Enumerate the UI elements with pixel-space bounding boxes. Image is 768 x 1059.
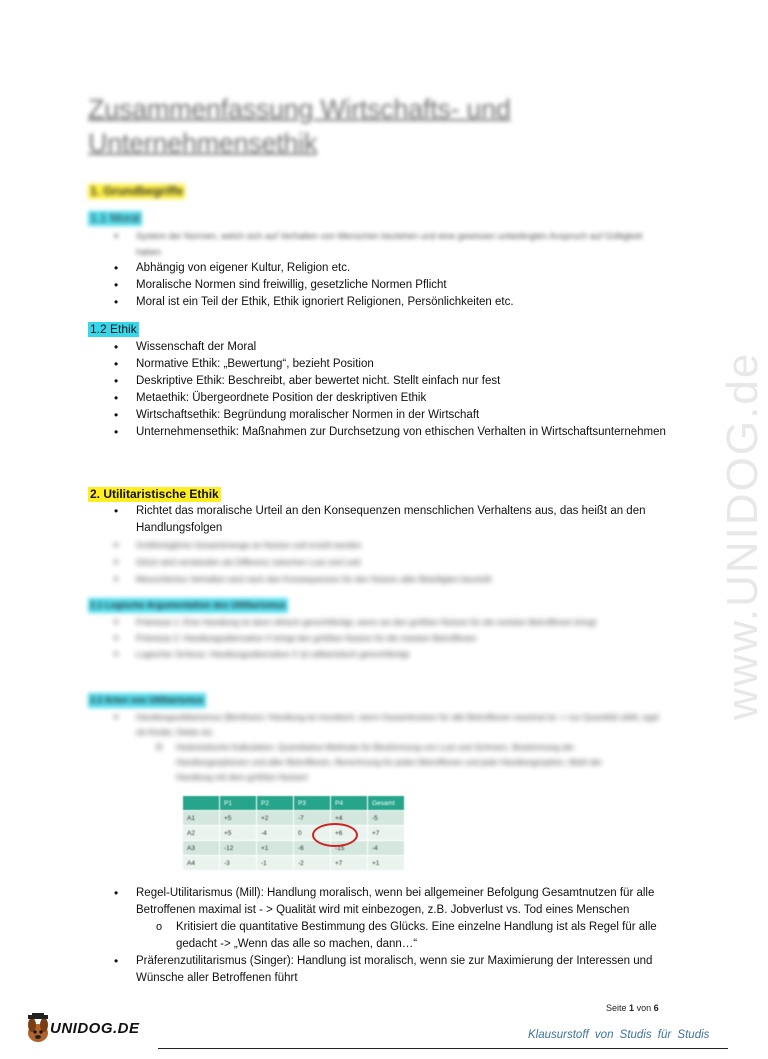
table-cell: -4 — [257, 826, 294, 841]
subsection-heading-moral: 1.1 Moral — [90, 211, 141, 225]
argumentation-list — [108, 614, 668, 662]
list-item: • Moralische Normen sind freiwillig, gesetzliche Normen Pflicht — [108, 277, 668, 294]
arten-list — [108, 710, 668, 785]
utilitarismus-list — [108, 503, 668, 588]
table-cell: -3 — [220, 856, 257, 871]
list-item: • Deskriptive Ethik: Beschreibt, aber bewertet nicht. Stellt einfach nur fest — [108, 373, 668, 390]
list-item — [108, 710, 668, 785]
table-cell: +1 — [368, 856, 405, 871]
list-item: o Kritisiert die quantitative Bestimmung des Glücks. Eine einzelne Handlung ist als Regel für alle gedacht -> „Wenn das alle so machen, dann…“ — [152, 919, 672, 953]
document-title: Zusammenfassung Wirtschafts- und Unternehmensethik — [88, 94, 511, 158]
list-item: • Abhängig von eigener Kultur, Religion etc. — [108, 260, 668, 277]
table-header-row — [183, 796, 405, 811]
table-header-cell: P3 — [294, 796, 331, 811]
handlungsutilitarismus-text: Handlungsutilitarismus (Bentham): Handlung ist moralisch, wenn Gesamtnutzen für alle Betroffenen maximal ist -> nur Quantität zählt, egal ob Kinder, Diebe etc. — [136, 712, 659, 737]
list-item: • Menschliches Verhalten wird nach den Konsequenzen für den Nutzen aller Beteiligten beurteilt — [108, 571, 668, 588]
table-cell: A3 — [183, 841, 220, 856]
table-cell: -12 — [220, 841, 257, 856]
dog-icon — [28, 1013, 48, 1042]
subsection-heading-argumentation: 2.1 Logische Argumentation des Utilitarismus — [88, 598, 288, 613]
table-row — [183, 811, 405, 826]
subsection-heading-arten: 2.2 Arten von Utilitarismus — [88, 693, 206, 708]
page-prefix: Seite — [606, 1003, 627, 1013]
table-row — [183, 856, 405, 871]
list-item: • Moral ist ein Teil der Ethik, Ethik ignoriert Religionen, Persönlichkeiten etc. — [108, 294, 668, 311]
list-item: • System der Normen, welch sich auf Verhalten von Menschen beziehen und eine gewissen unbedingten Anspruch auf Gültigkeit haben — [108, 228, 668, 260]
list-item — [108, 885, 668, 953]
table-cell: A2 — [183, 826, 220, 841]
list-item: • Prämisse 1: Eine Handlung ist dann ethisch gerechtfertigt, wenn sie den größten Nutzen für die meisten Betroffenen bringt — [108, 614, 668, 630]
list-item: • Größtmögliche Gesamtmenge an Nutzen soll erzielt werden — [108, 537, 668, 554]
list-item: • Prämisse 2: Handlungsalternative X bringt den größten Nutzen für die meisten Betroffenen — [108, 630, 668, 646]
footer-slogan: Klausurstoff von Studis für Studis — [528, 1029, 710, 1041]
table-cell: +2 — [257, 811, 294, 826]
table-cell: -4 — [368, 841, 405, 856]
list-item: • Wissenschaft der Moral — [108, 339, 668, 356]
table-cell: A4 — [183, 856, 220, 871]
watermark-text: www.UNIDOG.de — [718, 351, 767, 720]
list-item: • Richtet das moralische Urteil an den Konsequenzen menschlichen Verhaltens aus, das heißt an den Handlungsfolgen — [108, 503, 668, 537]
moral-list — [108, 228, 668, 311]
table-cell: -2 — [294, 856, 331, 871]
page-number — [606, 1003, 659, 1013]
table-cell: -5 — [368, 811, 405, 826]
watermark — [686, 280, 767, 720]
regel-list — [108, 885, 668, 987]
page-of: von — [636, 1003, 652, 1013]
list-item: • Metaethik: Übergeordnete Position der deskriptiven Ethik — [108, 390, 668, 407]
hedonistic-calculation-table — [182, 795, 405, 871]
table-cell: A1 — [183, 811, 220, 826]
list-item: • Unternehmensethik: Maßnahmen zur Durchsetzung von ethischen Verhalten in Wirtschaftsunternehmen — [108, 424, 668, 441]
table-cell: +6 — [331, 826, 368, 841]
section-heading-utilitaristische-ethik: 2. Utilitaristische Ethik — [90, 487, 219, 501]
table-cell: -1 — [257, 856, 294, 871]
list-item: o Hedonistische Kalkulation: Quantitative Methode für Bestimmung von Lust und Schmerz. Bestimmung der Handlungsoptionen und aller Betroffenen, Berechnung für jeden Betroffenen und jede Handlungsoption, Wahl der Handlung mit dem größten Nutzen! — [152, 740, 622, 785]
ethik-list — [108, 339, 668, 441]
list-item: • Präferenzutilitarismus (Singer): Handlung ist moralisch, wenn sie zur Maximierung der Interessen und Wünsche aller Betroffenen führt — [108, 953, 668, 987]
table-row — [183, 826, 405, 841]
regel-utilitarismus-text: Regel-Utilitarismus (Mill): Handlung moralisch, wenn bei allgemeiner Befolgung Gesamtnutzen für alle Betroffenen maximal ist - > Qualität wird mit einbezogen, z.B. Jobverlust vs. Tod eines Menschen — [136, 887, 655, 916]
table-row — [183, 841, 405, 856]
table-cell: +7 — [331, 856, 368, 871]
hedonistisch-sublist — [152, 740, 622, 785]
table-header-cell: P2 — [257, 796, 294, 811]
page-current: 1 — [629, 1003, 635, 1013]
table-header-cell: P1 — [220, 796, 257, 811]
table-cell: +5 — [220, 811, 257, 826]
table-cell: 0 — [294, 826, 331, 841]
list-item: • Logischer Schluss: Handlungsalternative X ist utilitaristisch gerechtfertigt — [108, 646, 668, 662]
page-total: 6 — [653, 1003, 659, 1013]
table-cell: +4 — [331, 811, 368, 826]
table-header-cell: P4 — [331, 796, 368, 811]
table-cell: +1 — [257, 841, 294, 856]
table-cell: -6 — [294, 841, 331, 856]
highlight-circle — [312, 823, 358, 847]
table-cell: +5 — [220, 826, 257, 841]
logo-text: UNIDOG.DE — [50, 1020, 140, 1037]
table-header-cell — [183, 796, 220, 811]
table-cell: -15 — [331, 841, 368, 856]
list-item: • Normative Ethik: „Bewertung“, bezieht Position — [108, 356, 668, 373]
table-header-cell: Gesamt — [368, 796, 405, 811]
table-cell: -7 — [294, 811, 331, 826]
table-cell: +7 — [368, 826, 405, 841]
list-item: • Glück wird verstanden als Differenz zwischen Lust und Leid — [108, 554, 668, 571]
regel-sublist — [152, 919, 672, 953]
section-heading-grundbegriffe: 1. Grundbegriffe — [90, 184, 184, 198]
subsection-heading-ethik: 1.2 Ethik — [90, 322, 137, 336]
list-item: • Wirtschaftsethik: Begründung moralischer Normen in der Wirtschaft — [108, 407, 668, 424]
footer-divider — [158, 1048, 728, 1049]
